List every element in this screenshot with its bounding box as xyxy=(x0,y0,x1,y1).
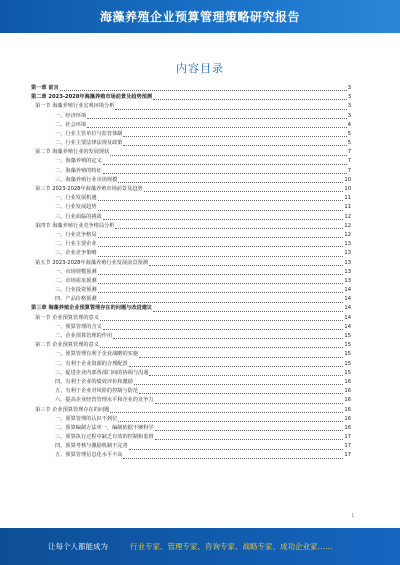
toc-entry-label: 第四节 海藻养殖行业竞争格局分析 xyxy=(35,222,115,229)
toc-entry-page: 5 xyxy=(347,130,351,137)
toc-entry-page: 15 xyxy=(344,333,351,340)
toc-dot-leader xyxy=(155,430,344,431)
toc-entry-page: 4 xyxy=(347,121,351,128)
toc-entry[interactable] xyxy=(31,442,351,451)
toc-entry-label: 第五节 2023-2028年海藻养殖行业发展前景预测 xyxy=(35,259,148,266)
toc-entry[interactable] xyxy=(31,139,351,148)
toc-entry[interactable] xyxy=(31,176,351,185)
toc-dot-leader xyxy=(118,421,343,422)
toc-entry[interactable] xyxy=(31,93,351,102)
toc-entry[interactable] xyxy=(31,268,351,277)
toc-entry-label: 六、提高企业经营管理水平和企业的竞争力 xyxy=(55,397,154,404)
toc-entry-label: 二、社会环境 xyxy=(55,121,87,128)
toc-entry-label: 一、行业竞争格局 xyxy=(55,231,97,238)
toc-entry-page: 14 xyxy=(344,323,351,330)
toc-entry-label: 第二章 2023-2028年海藻养殖市场前景及趋势预测 xyxy=(31,94,153,101)
toc-entry-label: 五、预算管理信息化水平不高 xyxy=(55,452,123,459)
toc-entry[interactable] xyxy=(31,369,351,378)
toc-entry[interactable] xyxy=(31,84,351,93)
toc-entry-label: 二、企业预算管理的作用 xyxy=(55,333,113,340)
toc-entry-label: 三、行业投资预测 xyxy=(55,287,97,294)
toc-entry[interactable] xyxy=(31,295,351,304)
toc-entry[interactable] xyxy=(31,360,351,369)
footer-banner xyxy=(0,528,400,565)
toc-dot-leader xyxy=(87,127,347,128)
toc-entry-label: 二、市场需求预测 xyxy=(55,277,97,284)
toc-entry-label: 二、行业主要企业 xyxy=(55,241,97,248)
toc-dot-leader xyxy=(129,449,344,450)
toc-entry-page: 16 xyxy=(344,424,351,431)
toc-dot-leader xyxy=(98,283,344,284)
toc-dot-leader xyxy=(98,292,344,293)
toc-dot-leader xyxy=(60,90,347,91)
toc-entry[interactable] xyxy=(31,452,351,461)
toc-entry-label: 一、预算管理的含义 xyxy=(55,323,102,330)
toc-entry-page: 3 xyxy=(347,84,351,91)
toc-entry-page: 12 xyxy=(344,231,351,238)
toc-dot-leader xyxy=(98,302,344,303)
toc-entry-label: 二、有利于企业资源的合理配置 xyxy=(55,360,128,367)
toc-entry-page: 3 xyxy=(347,103,351,110)
toc-entry-label: 四、有利于企业的绩效评价和激励 xyxy=(55,378,133,385)
toc-entry-label: 第二节 海藻养殖行业的发展现状 xyxy=(35,149,110,156)
toc-dot-leader xyxy=(153,99,347,100)
toc-entry[interactable] xyxy=(31,332,351,341)
toc-entry[interactable] xyxy=(31,121,351,130)
toc-dot-leader xyxy=(98,210,344,211)
toc-entry[interactable] xyxy=(31,350,351,359)
toc-entry-label: 一、行业主管单位与监管体制 xyxy=(55,130,123,137)
toc-entry-page: 16 xyxy=(344,378,351,385)
toc-dot-leader xyxy=(98,237,344,238)
toc-entry[interactable] xyxy=(31,378,351,387)
toc-entry[interactable] xyxy=(31,341,351,350)
toc-entry-page: 11 xyxy=(344,204,351,211)
toc-entry-page: 17 xyxy=(344,434,351,441)
toc-entry[interactable] xyxy=(31,305,351,314)
toc-entry-label: 五、有利于企业对风险的控制与防范 xyxy=(55,388,139,395)
toc-entry-page: 17 xyxy=(344,452,351,459)
toc-entry[interactable] xyxy=(31,203,351,212)
toc-dot-leader xyxy=(155,439,344,440)
toc-dot-leader xyxy=(113,338,343,339)
toc-entry[interactable] xyxy=(31,323,351,332)
toc-entry-page: 7 xyxy=(347,149,351,156)
toc-entry-label: 四、产品价格预测 xyxy=(55,296,97,303)
toc-entry[interactable] xyxy=(31,213,351,222)
footer-slogan-right: 行业专家、管理专家、咨询专家、战略专家、成功企业家…… xyxy=(130,542,333,551)
toc-dot-leader xyxy=(110,412,343,413)
toc-entry-label: 一、海藻养殖的定义 xyxy=(55,158,102,165)
toc-entry-label: 第三节 企业预算管理存在的问题 xyxy=(35,406,110,413)
toc-entry-label: 四、预算考核与激励机制不完善 xyxy=(55,443,128,450)
toc-dot-leader xyxy=(144,191,344,192)
toc-entry[interactable] xyxy=(31,396,351,405)
toc-entry[interactable] xyxy=(31,415,351,424)
header-banner xyxy=(0,0,400,33)
footer-slogan-left: 让每个人都能成为 xyxy=(48,542,108,551)
toc-entry-page: 14 xyxy=(344,287,351,294)
toc-entry-label: 一、预算管理有利于企业战略的实施 xyxy=(55,351,139,358)
toc-entry[interactable] xyxy=(31,148,351,157)
toc-dot-leader xyxy=(115,228,343,229)
toc-dot-leader xyxy=(118,182,343,183)
toc-entry-page: 16 xyxy=(344,397,351,404)
toc-entry[interactable] xyxy=(31,424,351,433)
toc-entry-page: 15 xyxy=(344,369,351,376)
toc-entry-page: 12 xyxy=(344,213,351,220)
toc-entry-label: 第三节 2023-2028年海藻养殖市场前景及趋势 xyxy=(35,186,143,193)
toc-entry-label: 第一节 企业预算管理的意义 xyxy=(35,314,99,321)
toc-entry-page: 13 xyxy=(344,268,351,275)
toc-entry-page: 14 xyxy=(344,314,351,321)
toc-entry-page: 7 xyxy=(347,158,351,165)
toc-dot-leader xyxy=(98,246,344,247)
toc-dot-leader xyxy=(98,274,344,275)
toc-entry[interactable] xyxy=(31,387,351,396)
toc-dot-leader xyxy=(123,145,346,146)
toc-entry-page: 13 xyxy=(344,250,351,257)
toc-dot-leader xyxy=(98,200,344,201)
toc-dot-leader xyxy=(134,384,344,385)
report-title: 海藻养殖企业预算管理策略研究报告 xyxy=(99,10,300,24)
toc-entry[interactable] xyxy=(31,277,351,286)
toc-dot-leader xyxy=(103,219,344,220)
toc-entry-label: 第一节 海藻养殖行业宏观环境分析 xyxy=(35,103,115,110)
toc-entry-label: 一、预算管理的认识不到位 xyxy=(55,415,118,422)
toc-entry-page: 12 xyxy=(344,222,351,229)
toc-entry[interactable] xyxy=(31,231,351,240)
toc-entry-page: 16 xyxy=(344,388,351,395)
toc-entry-label: 第三章 海藻养殖企业预算管理存在的问题与改进建议 xyxy=(31,305,153,312)
table-of-contents xyxy=(31,84,351,461)
toc-entry[interactable] xyxy=(31,240,351,249)
toc-dot-leader xyxy=(103,164,347,165)
toc-entry[interactable] xyxy=(31,259,351,268)
toc-entry-page: 3 xyxy=(347,94,351,101)
toc-entry-page: 3 xyxy=(347,112,351,119)
toc-dot-leader xyxy=(110,155,346,156)
toc-entry[interactable] xyxy=(31,158,351,167)
toc-dot-leader xyxy=(98,256,344,257)
toc-entry-page: 11 xyxy=(344,195,351,202)
toc-entry-label: 一、经济环境 xyxy=(55,112,87,119)
toc-entry[interactable] xyxy=(31,167,351,176)
page-number: 1 xyxy=(351,513,354,518)
toc-entry-page: 16 xyxy=(344,415,351,422)
toc-entry[interactable] xyxy=(31,102,351,111)
toc-entry-page: 13 xyxy=(344,277,351,284)
toc-entry-page: 15 xyxy=(344,360,351,367)
toc-entry-page: 7 xyxy=(347,167,351,174)
toc-entry[interactable] xyxy=(31,222,351,231)
toc-dot-leader xyxy=(103,173,347,174)
toc-entry-label: 三、海藻养殖行业市场规模 xyxy=(55,176,118,183)
toc-entry-page: 10 xyxy=(344,176,351,183)
toc-entry-page: 16 xyxy=(344,406,351,413)
toc-entry-page: 14 xyxy=(344,305,351,312)
toc-entry[interactable] xyxy=(31,185,351,194)
toc-entry[interactable] xyxy=(31,433,351,442)
toc-entry[interactable] xyxy=(31,130,351,139)
toc-entry-page: 13 xyxy=(344,259,351,266)
toc-entry-label: 二、行业主要法律法规及政策 xyxy=(55,140,123,147)
toc-entry-label: 二、行业发展趋势 xyxy=(55,204,97,211)
toc-entry-label: 第二节 企业预算管理的意义 xyxy=(35,342,99,349)
toc-entry-page: 17 xyxy=(344,443,351,450)
toc-entry-label: 三、行业面临的挑战 xyxy=(55,213,102,220)
toc-dot-leader xyxy=(139,357,343,358)
toc-entry-page: 13 xyxy=(344,241,351,248)
toc-entry[interactable] xyxy=(31,286,351,295)
toc-dot-leader xyxy=(100,320,343,321)
toc-dot-leader xyxy=(100,347,343,348)
toc-dot-leader xyxy=(153,311,343,312)
toc-entry-label: 二、预算编制方法单一，编制依据不够科学 xyxy=(55,424,154,431)
toc-entry-page: 5 xyxy=(347,140,351,147)
toc-entry-label: 一、行业发展机遇 xyxy=(55,195,97,202)
toc-dot-leader xyxy=(87,118,347,119)
toc-dot-leader xyxy=(149,375,343,376)
toc-entry-label: 第一章 前言 xyxy=(31,84,59,91)
toc-entry-page: 14 xyxy=(344,296,351,303)
toc-entry-label: 一、市场规模预测 xyxy=(55,268,97,275)
toc-dot-leader xyxy=(149,265,343,266)
toc-entry[interactable] xyxy=(31,314,351,323)
contents-title: 内容目录 xyxy=(176,62,224,75)
toc-entry[interactable] xyxy=(31,112,351,121)
toc-dot-leader xyxy=(103,329,344,330)
toc-entry-page: 15 xyxy=(344,342,351,349)
toc-entry-label: 三、促进企业内部各部门间的协调与沟通 xyxy=(55,369,149,376)
toc-dot-leader xyxy=(139,393,343,394)
toc-entry-label: 三、企业竞争策略 xyxy=(55,250,97,257)
toc-dot-leader xyxy=(123,458,343,459)
toc-entry-label: 三、预算执行过程中缺乏有效的控制和监督 xyxy=(55,434,154,441)
toc-entry-page: 10 xyxy=(344,186,351,193)
toc-entry[interactable] xyxy=(31,406,351,415)
toc-dot-leader xyxy=(123,136,346,137)
toc-dot-leader xyxy=(115,109,346,110)
toc-dot-leader xyxy=(155,403,344,404)
toc-entry-page: 15 xyxy=(344,351,351,358)
toc-entry-label: 二、海藻养殖的特征 xyxy=(55,167,102,174)
toc-dot-leader xyxy=(129,366,344,367)
toc-entry[interactable] xyxy=(31,249,351,258)
toc-entry[interactable] xyxy=(31,194,351,203)
